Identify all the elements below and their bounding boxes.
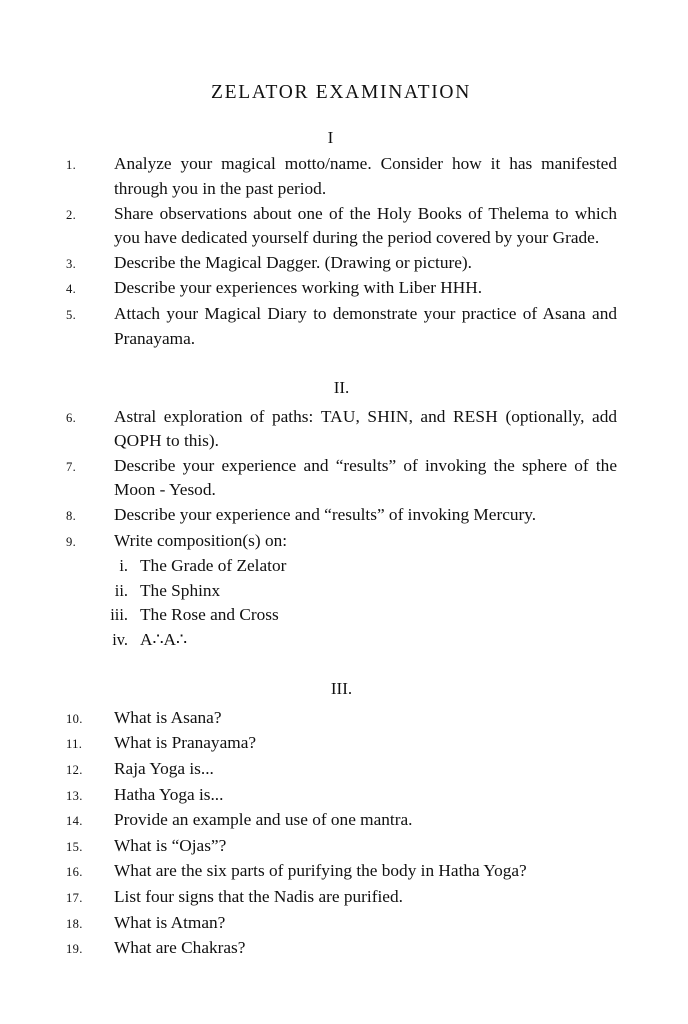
list-item	[66, 251, 617, 277]
list-item	[66, 834, 617, 860]
list-item	[66, 731, 617, 757]
list-item-number: 1.	[66, 158, 77, 173]
list-item	[66, 757, 617, 783]
page-title: ZELATOR EXAMINATION	[211, 82, 471, 103]
sub-list-item-text: A∴A∴	[140, 629, 187, 649]
text-run: , and	[408, 406, 453, 426]
list-item	[66, 454, 617, 503]
list-item-number: 2.	[66, 207, 77, 222]
list-item-text: Raja Yoga is...	[114, 759, 214, 779]
list-item-number: 6.	[66, 410, 77, 425]
sub-list-item-text: The Sphinx	[140, 580, 221, 600]
list-item-number: 8.	[66, 508, 77, 523]
list-item-number: 15.	[66, 839, 83, 854]
document-body	[66, 128, 617, 962]
small-caps-term: SHIN	[367, 406, 409, 426]
list-item	[66, 276, 617, 302]
list-item-text: Hatha Yoga is...	[114, 784, 224, 804]
list-item	[66, 202, 617, 251]
list-item-text: List four signs that the Nadis are purified.	[114, 887, 403, 907]
section-heading-3: III.	[330, 679, 353, 699]
sub-list-item	[66, 579, 617, 604]
sub-list-item-number: i.	[119, 556, 128, 576]
list-item-text: Describe your experiences working with Liber HHH.	[114, 278, 483, 298]
list-item-text: What are the six parts of purifying the body in Hatha Yoga?	[114, 861, 527, 881]
list-item	[66, 706, 617, 732]
text-run: (optionally, add	[497, 406, 617, 426]
list-item-text	[114, 405, 617, 454]
list-item-number: 10.	[66, 711, 83, 726]
list-item-number: 19.	[66, 942, 83, 957]
list-item	[66, 911, 617, 937]
list-item-text: Describe your experience and “results” of invoking the sphere of the Moon - Yesod.	[114, 455, 617, 500]
section-heading-1: I	[327, 128, 334, 147]
list-item-text: Provide an example and use of one mantra.	[114, 810, 413, 830]
list-item	[66, 885, 617, 911]
list-item-number: 11.	[66, 737, 83, 752]
list-item	[66, 405, 617, 454]
list-item-text: Write composition(s) on:	[114, 530, 288, 550]
list-item	[66, 783, 617, 809]
list-item	[66, 529, 617, 555]
list-item-number: 12.	[66, 763, 83, 778]
small-caps-term: QOPH	[114, 431, 162, 451]
sub-list-item-number: ii.	[114, 580, 128, 600]
list-item	[66, 302, 617, 351]
sub-list-item	[66, 628, 617, 653]
list-item	[66, 503, 617, 529]
sub-list-item-text: The Rose and Cross	[140, 605, 279, 625]
sub-list-item-text: The Grade of Zelator	[140, 556, 287, 576]
list-item-number: 5.	[66, 307, 77, 322]
section-spacer	[66, 351, 617, 368]
list-item-number: 16.	[66, 865, 83, 880]
list-item	[66, 859, 617, 885]
list-item	[66, 152, 617, 201]
text-run: Astral exploration of paths:	[114, 406, 321, 426]
small-caps-term: TAU	[320, 406, 356, 426]
list-item-text: Share observations about one of the Holy Books of Thelema to which you have dedicated yourself during the period covered by your Grade.	[114, 203, 617, 248]
list-item-number: 4.	[66, 282, 77, 297]
sub-list-item	[66, 554, 617, 579]
sub-list-item	[66, 603, 617, 628]
text-run: to this).	[161, 431, 219, 451]
section-heading-2: II.	[333, 378, 350, 398]
list-item-number: 13.	[66, 788, 83, 803]
list-item	[66, 936, 617, 962]
list-item-text: What is Atman?	[114, 912, 226, 932]
list-item-number: 9.	[66, 534, 77, 549]
text-run: ,	[355, 406, 368, 426]
list-item-text: Analyze your magical motto/name. Consider how it has manifested through you in the past period.	[114, 154, 617, 198]
small-caps-term: RESH	[452, 406, 498, 426]
sub-list-item-number: iii.	[110, 605, 128, 625]
list-item-text: What is Asana?	[114, 707, 222, 727]
list-item-text: What is Pranayama?	[114, 733, 257, 753]
list-item-text: What are Chakras?	[114, 938, 246, 958]
list-item-number: 14.	[66, 814, 83, 829]
list-item-text: What is “Ojas”?	[114, 835, 227, 855]
section-spacer	[66, 652, 617, 669]
list-item-number: 17.	[66, 891, 83, 906]
list-item-number: 3.	[66, 256, 77, 271]
list-item-number: 7.	[66, 459, 77, 474]
list-item-number: 18.	[66, 916, 83, 931]
list-item-text: Describe the Magical Dagger. (Drawing or picture).	[114, 252, 472, 272]
sub-list-item-number: iv.	[112, 629, 128, 649]
list-item-text: Attach your Magical Diary to demonstrate your practice of Asana and Pranayama.	[114, 303, 617, 348]
list-item	[66, 808, 617, 834]
list-item-text: Describe your experience and “results” of invoking Mercury.	[114, 504, 537, 524]
